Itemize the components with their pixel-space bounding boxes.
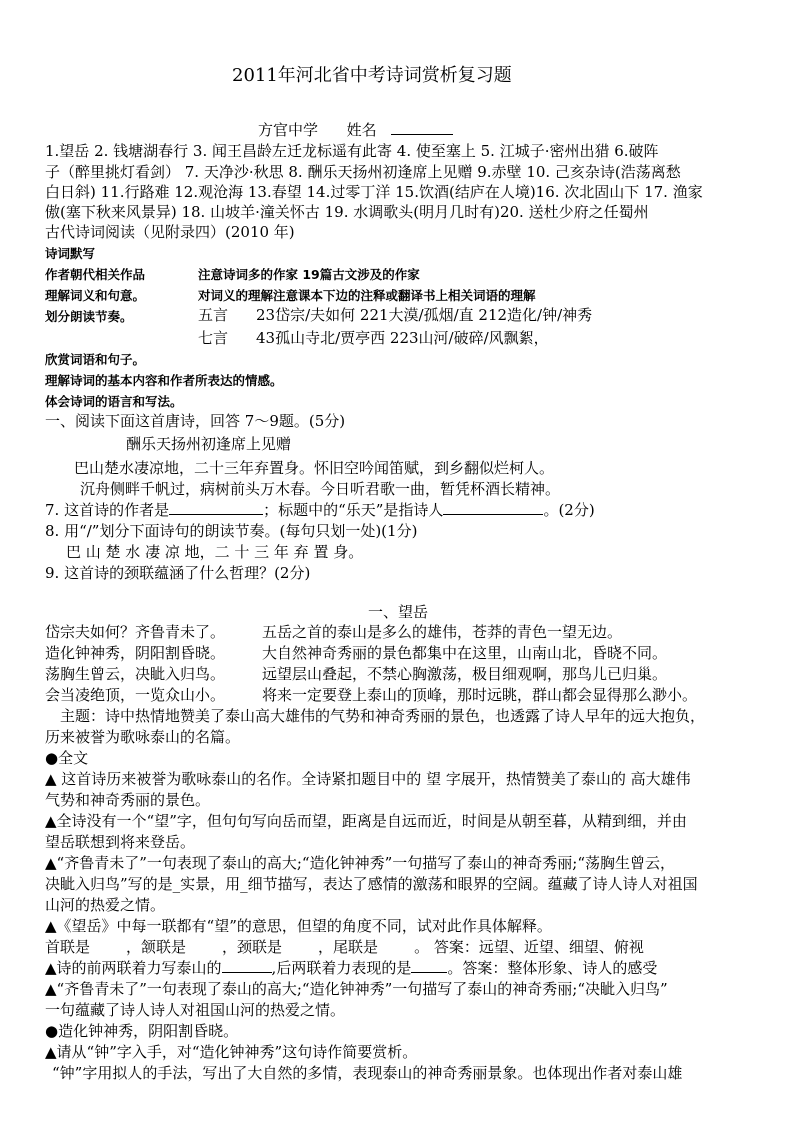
section-heading: 一、望岳 <box>368 603 429 621</box>
note-dictation: 诗词默写 <box>45 246 96 261</box>
note-meaning-text: 对词义的理解注意课本下边的注释或翻译书上相关词语的理解 <box>198 288 536 303</box>
analysis-5-blank-2[interactable] <box>411 958 447 973</box>
note-five-char-examples: 23岱宗/夫如何 221大漠/孤烟/直 212造化/钟/神秀 <box>256 306 593 324</box>
poem-line-1: 巴山楚水凄凉地，二十三年弃置身。怀旧空吟闻笛赋，到乡翻似烂柯人。 <box>74 459 555 477</box>
note-author-text: 注意诗词多的作家 19篇古文涉及的作家 <box>198 267 420 282</box>
analysis-7: ●造化钟神秀，阴阳割昏晓。 <box>45 1022 239 1040</box>
toc-line-5: 古代诗词阅读（见附录四）(2010 年) <box>45 223 295 241</box>
poem-row-1-right: 五岳之首的泰山是多么的雄伟，苍莽的青色一望无边。 <box>262 623 623 641</box>
note-appreciate: 欣赏词语和句子。 <box>45 352 146 367</box>
full-text-label: ●全文 <box>45 749 89 767</box>
toc-line-1: 1.望岳 2. 钱塘湖春行 3. 闻王昌龄左迁龙标遥有此寄 4. 使至塞上 5. 江城子·密州出猎 6.破阵 <box>45 142 659 160</box>
analysis-5-answer: 。答案：整体形象、诗人的感受 <box>447 959 658 977</box>
poem-row-4-right: 将来一定要登上泰山的顶峰，那时远眺，群山都会显得那么渺小。 <box>262 686 698 704</box>
page-title: 2011年河北省中考诗词赏析复习题 <box>232 65 512 86</box>
analysis-5-mid: ,后两联着力表现的是 <box>271 959 412 977</box>
note-meaning-label: 理解词义和句意。 <box>45 288 146 303</box>
note-author-label: 作者朝代相关作品 <box>45 267 146 282</box>
poem-line-2: 沉舟侧畔千帆过，病树前头万木春。今日听君歌一曲，暂凭杯酒长精神。 <box>80 480 561 498</box>
note-seven-char-label: 七言 <box>198 329 229 347</box>
poem-row-2-left: 造化钟神秀，阴阳割昏晓。 <box>45 644 226 662</box>
poem-row-4-left: 会当凌绝顶，一览众山小。 <box>45 686 226 704</box>
couplet-answer: 。 答案：远望、近望、细望、俯视 <box>414 938 644 956</box>
analysis-6b: 一句蕴藏了诗人诗人对祖国山河的热爱之情。 <box>45 1001 346 1019</box>
question-8: 8. 用“/”划分下面诗句的朗读节奏。(每句只划一处)(1分) <box>45 522 418 540</box>
analysis-5-blank-1[interactable] <box>222 958 272 973</box>
poem-row-3-left: 荡胸生曾云，决眦入归鸟。 <box>45 665 226 683</box>
analysis-6: ▲“齐鲁青未了”一句表现了泰山的高大;“造化钟神秀”一句描写了泰山的神奇秀丽;“决眦入归鸟” <box>45 980 668 998</box>
poem-row-3-right: 远望层山叠起，不禁心胸激荡，极目细观啊，那鸟儿已归巢。 <box>262 665 668 683</box>
fourth-couplet-label: ，尾联是 <box>318 938 379 956</box>
analysis-2b: 望岳联想到将来登岳。 <box>45 833 196 851</box>
analysis-8: ▲请从“钟”字入手，对“造化钟神秀”这句诗作简要赏析。 <box>45 1043 418 1061</box>
question-8-line: 巴 山 楚 水 凄 凉 地，二 十 三 年 弃 置 身。 <box>66 543 364 561</box>
note-language: 体会诗词的语言和写法。 <box>45 394 183 409</box>
name-blank[interactable] <box>391 120 453 135</box>
note-five-char-label: 五言 <box>198 306 229 324</box>
toc-line-2: 子（醉里挑灯看剑） 7. 天净沙·秋思 8. 酬乐天扬州初逢席上见赠 9.赤壁 10. 己亥杂诗(浩荡离愁 <box>45 163 681 181</box>
school-name: 方官中学 <box>258 121 319 139</box>
toc-line-4: 傲(塞下秋来风景异) 18. 山坡羊·潼关怀古 19. 水调歌头(明月几时有)20. 送杜少府之任蜀州 <box>45 203 649 221</box>
note-seven-char-examples: 43孤山寺北/贾亭西 223山河/破碎/风飘絮， <box>256 329 549 347</box>
analysis-1b: 气势和神奇秀丽的景色。 <box>45 791 211 809</box>
analysis-4: ▲《望岳》中每一联都有“望”的意思，但望的角度不同，试对此作具体解释。 <box>45 917 552 935</box>
first-couplet-label: 首联是 <box>45 938 91 956</box>
poet-blank[interactable] <box>443 500 543 515</box>
school-line <box>258 120 453 140</box>
analysis-5-text: ▲诗的前两联着力写泰山的 <box>45 959 222 977</box>
poem-row-1-left: 岱宗夫如何？齐鲁青未了。 <box>45 623 226 641</box>
question-9: 9. 这首诗的颈联蕴涵了什么哲理？(2分) <box>45 564 311 582</box>
theme-line-1: 主题：诗中热情地赞美了泰山高大雄伟的气势和神奇秀丽的景色，也透露了诗人早年的远大抱负， <box>60 707 706 725</box>
analysis-8b: “钟”字用拟人的手法，写出了大自然的多情，表现泰山的神奇秀丽景象。也体现出作者对泰山雄 <box>52 1064 683 1082</box>
toc-line-3: 白日斜) 11.行路难 12.观沧海 13.春望 14.过零丁洋 15.饮酒(结庐在人境)16. 次北固山下 17. 渔家 <box>45 183 703 201</box>
note-rhythm-label: 划分朗读节奏。 <box>45 309 133 324</box>
question-7-mid: ；标题中的“乐天”是指诗人 <box>263 501 444 519</box>
question-7-end: 。(2分) <box>543 501 595 519</box>
poem-row-2-right: 大自然神奇秀丽的景色都集中在这里，山南山北，昏晓不同。 <box>262 644 668 662</box>
name-label: 姓名 <box>346 121 377 139</box>
analysis-3b: 决眦入归鸟”写的是_实景，用_细节描写，表达了感情的激荡和眼界的空阔。蕴藏了诗人诗人对祖国 <box>45 875 698 893</box>
theme-line-2: 历来被誉为歌咏泰山的名篇。 <box>45 728 241 746</box>
analysis-1: ▲ 这首诗历来被誉为歌咏泰山的名作。全诗紧扣题目中的 望 字展开，热情赞美了泰山的 高大雄伟 <box>45 770 691 788</box>
analysis-5 <box>45 958 657 978</box>
question-7 <box>45 500 595 520</box>
analysis-2: ▲全诗没有一个“望”字，但句句写向岳而望，距离是自远而近，时间是从朝至暮，从精到细，并由 <box>45 812 687 830</box>
analysis-4-blanks <box>45 937 644 957</box>
question-intro: 一、阅读下面这首唐诗，回答 7～9题。(5分) <box>45 412 346 430</box>
second-couplet-label: ，颔联是 <box>126 938 187 956</box>
note-content: 理解诗词的基本内容和作者所表达的情感。 <box>45 373 283 388</box>
poem-title: 酬乐天扬州初逢席上见赠 <box>126 435 292 453</box>
third-couplet-label: ，颈联是 <box>222 938 283 956</box>
question-7-text: 7. 这首诗的作者是 <box>45 501 170 519</box>
analysis-3c: 山河的热爱之情。 <box>45 896 166 914</box>
author-blank[interactable] <box>169 500 263 515</box>
analysis-3: ▲“齐鲁青未了”一句表现了泰山的高大;“造化钟神秀”一句描写了泰山的神奇秀丽;“荡胸生曾云， <box>45 854 675 872</box>
